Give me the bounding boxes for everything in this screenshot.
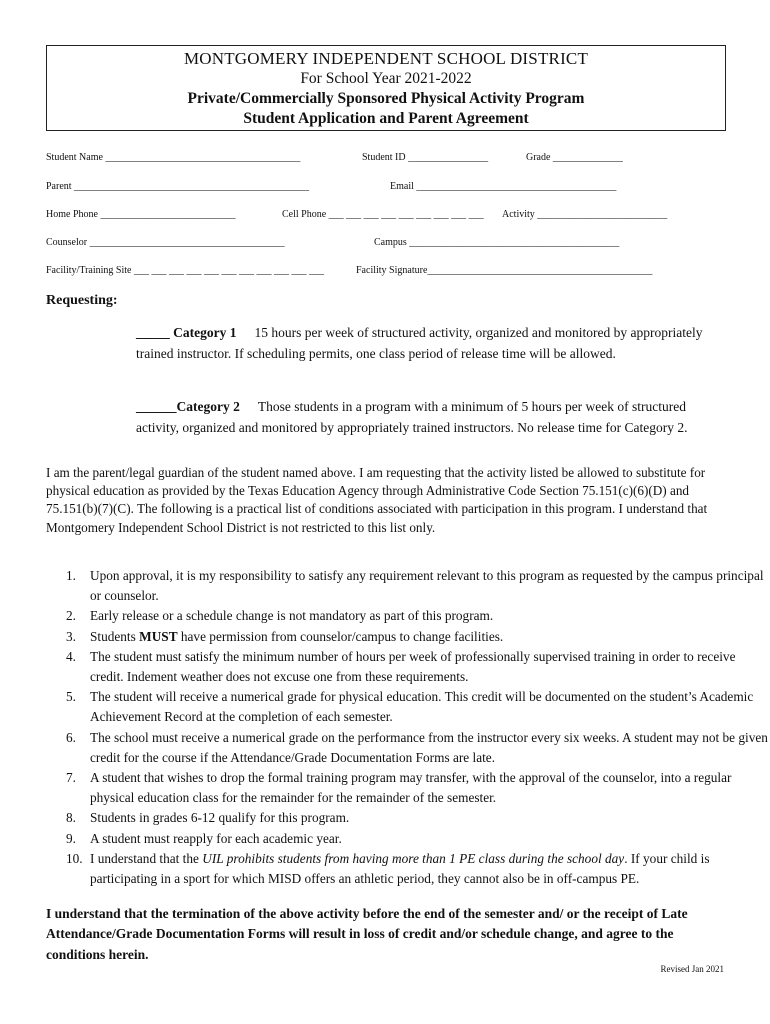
condition-text: I understand that the (90, 850, 203, 866)
condition-item (66, 647, 770, 687)
requesting-heading: Requesting: (46, 293, 118, 308)
category-2 (136, 397, 720, 438)
activity-field[interactable]: Activity __________________________ (502, 209, 668, 220)
revised-date: Revised Jan 2021 (660, 964, 724, 974)
condition-number: 3. (66, 628, 76, 644)
condition-item (66, 849, 770, 889)
facility-field[interactable]: Facility/Training Site ___ ___ ___ ___ ___ ___ ___ ___ ___ ___ ___ (46, 265, 324, 276)
conditions-list (46, 566, 770, 889)
grade-field[interactable]: Grade ______________ (526, 152, 623, 163)
condition-text: Students (90, 628, 140, 644)
category-2-label: Category 2 (176, 399, 240, 414)
program-title: Private/Commercially Sponsored Physical Activity Program (187, 90, 585, 107)
condition-number: 7. (66, 770, 76, 786)
category-1-blank[interactable]: _____ (136, 325, 170, 340)
category-2-text: Those students in a program with a minimum of 5 hours per week of structured activity, organized and monitored by appropriately trained instructors. No release time for Category 2. (136, 399, 688, 435)
condition-number: 9. (66, 830, 76, 846)
condition-text: Upon approval, it is my responsibility to satisfy any requirement relevant to this program as requested by the campus principal or counselor. (90, 568, 764, 604)
condition-number: 4. (66, 648, 76, 664)
campus-field[interactable]: Campus __________________________________________ (374, 237, 620, 248)
condition-number: 1. (66, 568, 76, 583)
category-1-label: Category 1 (173, 325, 237, 340)
condition-text: have permission from counselor/campus to change facilities. (177, 628, 504, 644)
district-title: MONTGOMERY INDEPENDENT SCHOOL DISTRICT (183, 49, 589, 68)
cell-phone-field[interactable]: Cell Phone ___ ___ ___ ___ ___ ___ ___ ___ ___ (282, 209, 484, 220)
category-2-blank[interactable]: ______ (136, 399, 177, 414)
condition-text: The student will receive a numerical grade for physical education. This credit will be documented on the student’s Academic Achievement Record at the completion of each semester. (90, 689, 754, 725)
condition-item (66, 808, 770, 828)
counselor-field[interactable]: Counselor _______________________________________ (46, 237, 285, 248)
student-id-field[interactable]: Student ID ________________ (362, 152, 489, 163)
intro-paragraph: I am the parent/legal guardian of the student named above. I am requesting that the activity listed be allowed to substitute for physical education as provided by the Texas Education Agency through Administrative Code Section 75.151(c)(6)(D) and 75.151(b)(7)(C). The following is a practical list of conditions associated with participation in this program. I understand that Montgomery Independent School District is not restricted to this list only. (46, 465, 708, 535)
category-1-text: 15 hours per week of structured activity, organized and monitored by appropriately trained instructor. If scheduling permits, one class period of release time will be allowed. (136, 325, 703, 361)
condition-number: 8. (66, 810, 76, 826)
student-name-field[interactable]: Student Name _______________________________________ (46, 152, 301, 163)
home-phone-field[interactable]: Home Phone ___________________________ (46, 209, 236, 220)
form-subtitle: Student Application and Parent Agreement (243, 110, 529, 127)
condition-item (66, 829, 770, 849)
condition-number: 10. (66, 850, 83, 866)
condition-italic: UIL prohibits students from having more than 1 PE class during the school day (202, 850, 625, 866)
facility-signature-field[interactable]: Facility Signature_____________________________________________ (356, 265, 653, 276)
condition-text: Students in grades 6-12 qualify for this program. (90, 810, 350, 826)
email-field[interactable]: Email ________________________________________ (390, 181, 617, 192)
school-year: For School Year 2021-2022 (300, 70, 472, 87)
condition-text: . If your child is participating in a sport for which MISD offers an athletic period, they cannot also be in off-campus PE. (90, 850, 710, 887)
condition-number: 2. (66, 608, 76, 624)
condition-item (66, 728, 770, 768)
condition-item (66, 606, 770, 626)
category-1 (136, 323, 720, 364)
condition-emphasis: MUST (139, 628, 178, 644)
final-statement: I understand that the termination of the above activity before the end of the semester and/ or the receipt of Late Attendance/Grade Documentation Forms will result in loss of credit and/or schedule change, and agree to the conditions herein. (46, 906, 688, 962)
condition-number: 5. (66, 689, 76, 705)
condition-text: Early release or a schedule change is not mandatory as part of this program. (90, 608, 494, 624)
parent-field[interactable]: Parent _______________________________________________ (46, 181, 310, 192)
condition-item (66, 566, 770, 606)
condition-text: The school must receive a numerical grade on the performance from the instructor every six weeks. A student may not be given credit for the course if the Attendance/Grade Documentation Forms are late. (90, 729, 768, 765)
condition-text: A student that wishes to drop the formal training program may transfer, with the approval of the counselor, into a regular physical education class for the remainder for the remainder of the semester. (90, 770, 732, 806)
condition-text: The student must satisfy the minimum number of hours per week of professionally supervised training in order to receive credit. Indement weather does not excuse one from these requirements. (90, 648, 736, 685)
condition-item (66, 627, 770, 647)
condition-item (66, 768, 770, 808)
condition-text: A student must reapply for each academic year. (90, 830, 342, 846)
condition-number: 6. (66, 729, 76, 745)
condition-item (66, 687, 770, 727)
header-box (46, 45, 726, 131)
